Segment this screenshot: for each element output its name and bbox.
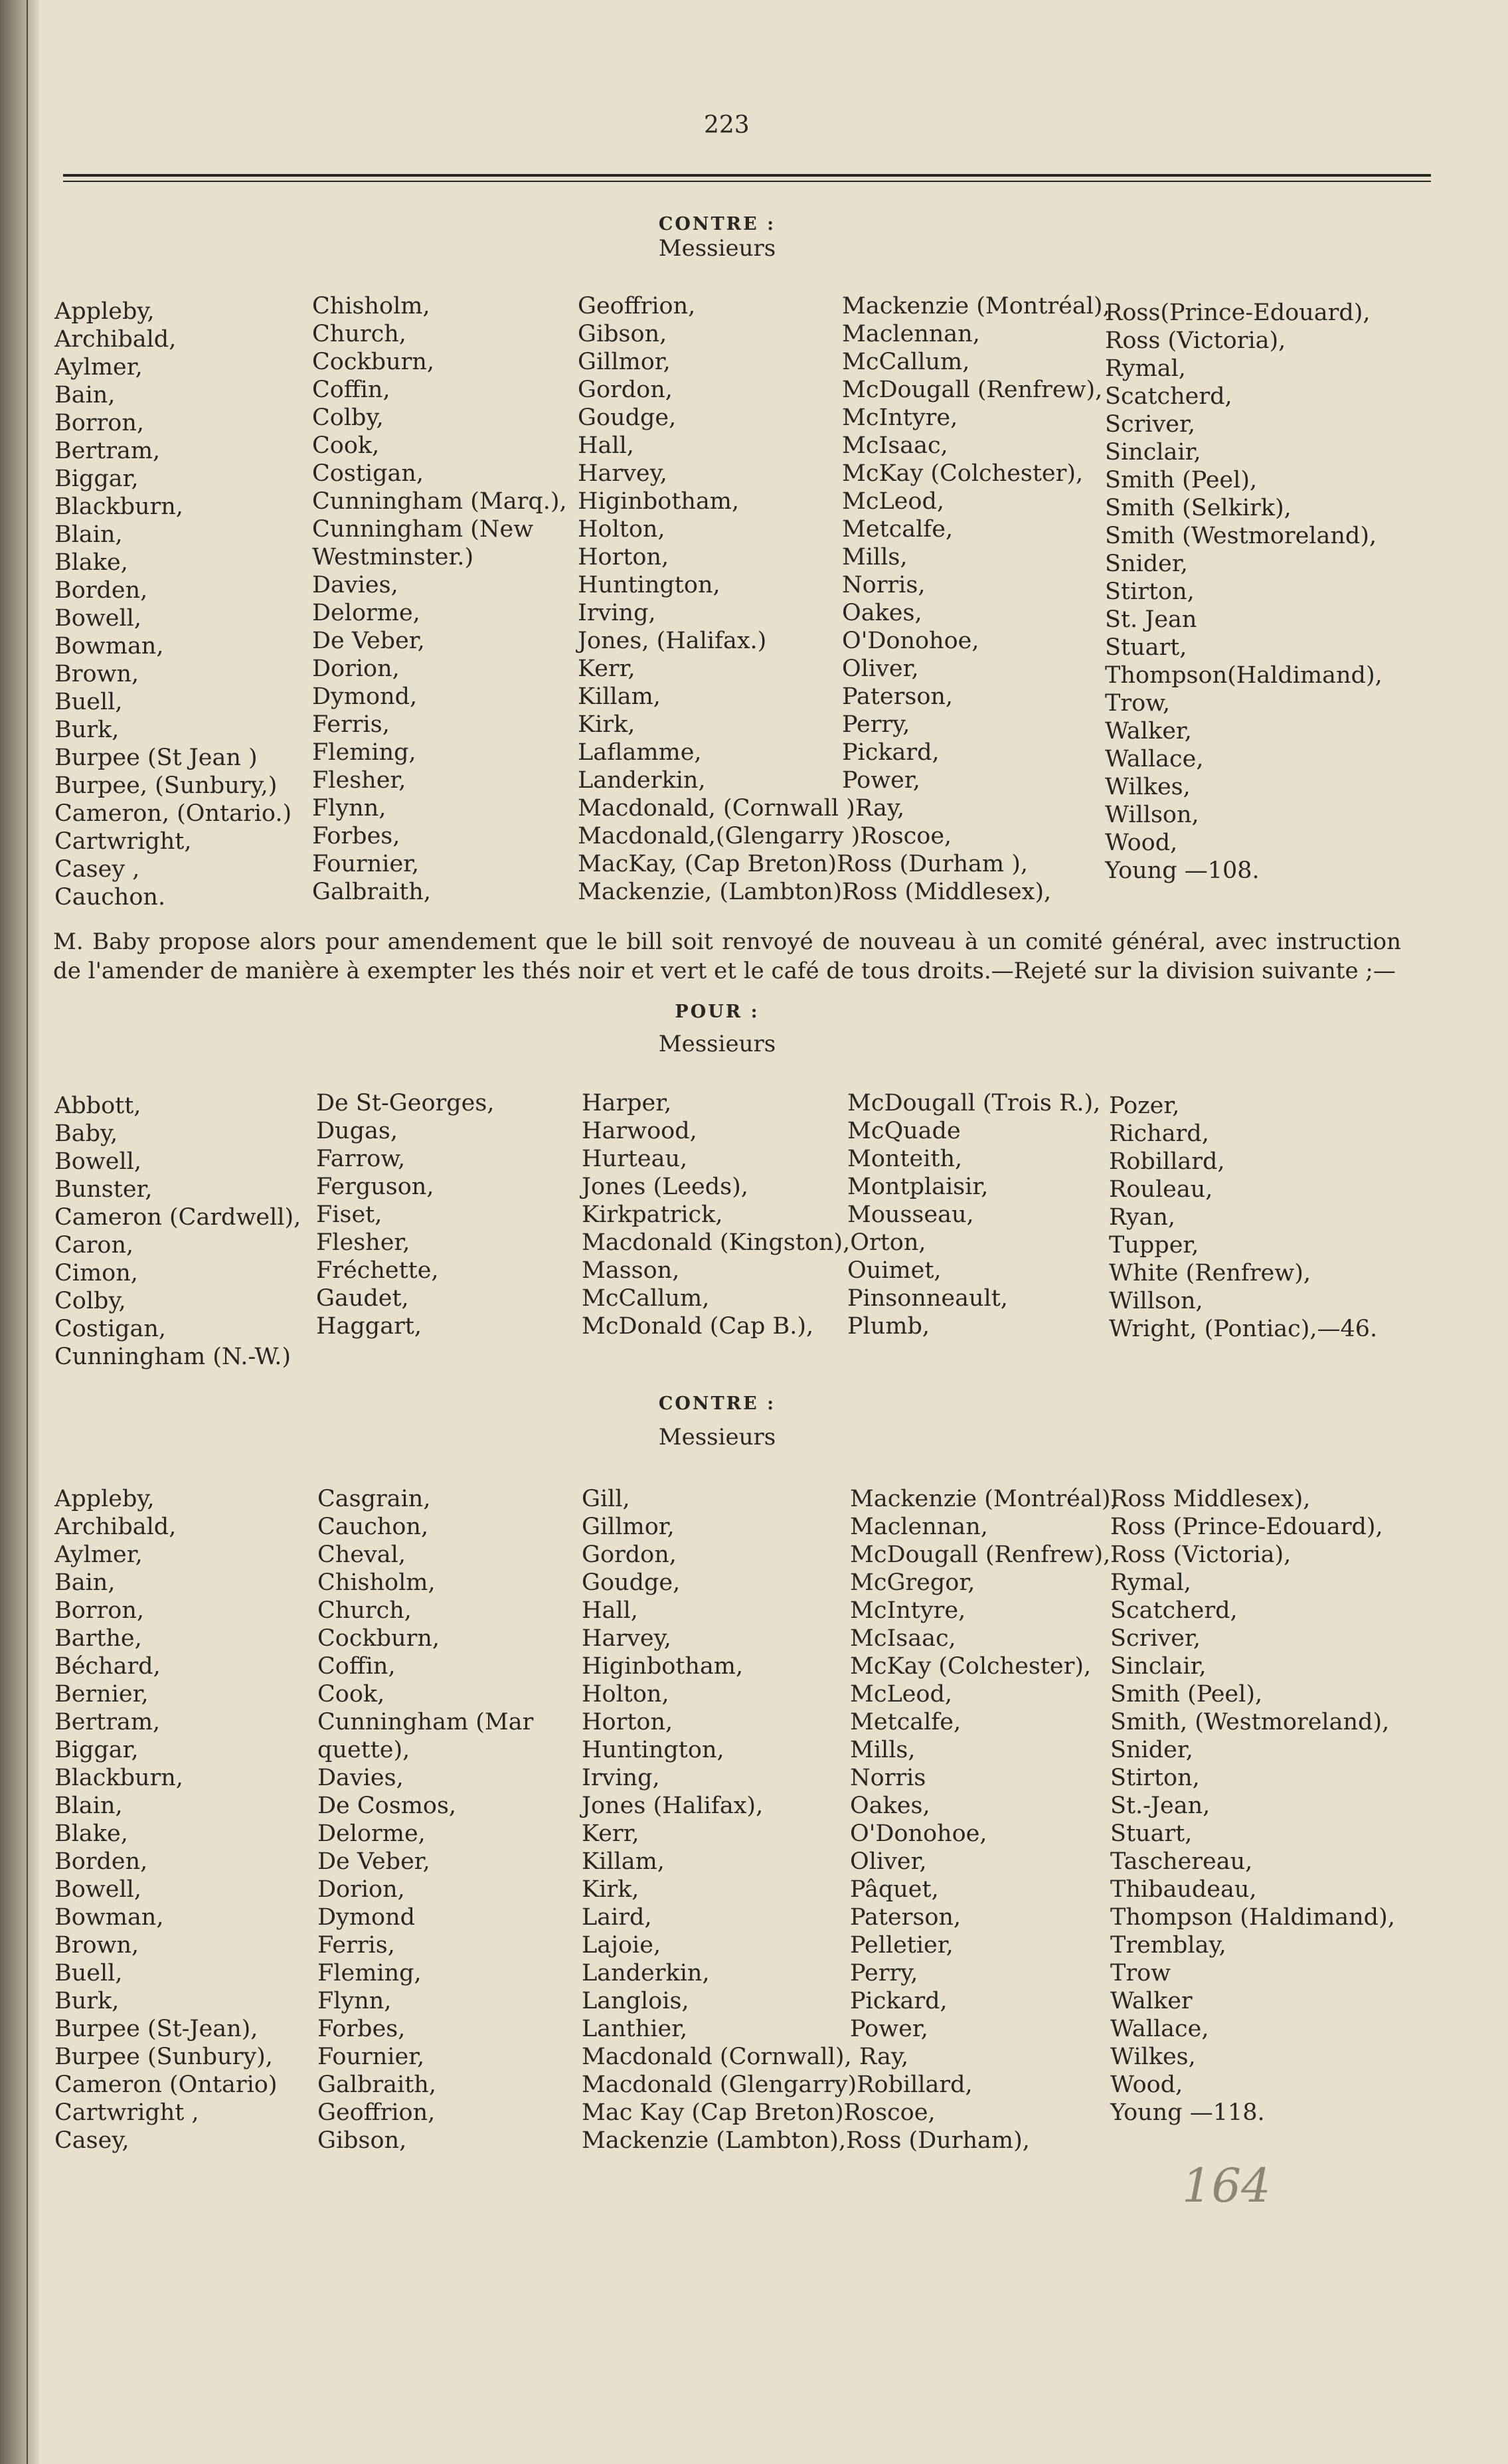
member-name: Blain, bbox=[54, 521, 123, 548]
member-name: Ouimet, bbox=[847, 1257, 942, 1284]
member-name: Trow bbox=[1110, 1960, 1171, 1986]
vote3-heading: CONTRE : bbox=[658, 1393, 776, 1414]
member-name: Tremblay, bbox=[1110, 1932, 1226, 1959]
member-name: McIsaac, bbox=[842, 432, 948, 459]
member-name: Pelletier, bbox=[850, 1932, 954, 1959]
member-name: Sinclair, bbox=[1110, 1653, 1207, 1680]
member-name: Wood, bbox=[1110, 2071, 1183, 2098]
member-name: Higinbotham, bbox=[582, 1653, 744, 1680]
member-name: Higinbotham, bbox=[578, 488, 740, 515]
member-name bbox=[847, 1229, 1100, 1257]
member-name: Masson, bbox=[582, 1257, 680, 1284]
member-name: Gill, bbox=[582, 1486, 630, 1512]
member-name: Cunningham (Marq.), bbox=[312, 488, 567, 515]
member-name: Costigan, bbox=[312, 460, 424, 487]
member-name: Blackburn, bbox=[54, 493, 183, 520]
member-name: McCallum, bbox=[842, 349, 970, 375]
member-name: Cameron, (Ontario.) bbox=[54, 800, 292, 827]
vote2-column bbox=[316, 1089, 494, 1340]
member-name: Paterson, bbox=[842, 683, 954, 710]
member-name: Gibson, bbox=[578, 321, 667, 347]
vote1-column bbox=[312, 292, 567, 906]
member-name: White (Renfrew), bbox=[1109, 1260, 1311, 1286]
member-name: Pickard, bbox=[850, 1988, 948, 2014]
motion-paragraph: M. Baby propose alors pour amendement que le bill soit renvoyé de nouveau à un comité général, avec instruction de l'amender de manière à exempter les thés noir et vert et le café de tous droits.—Rejeté sur la division suivante ;— bbox=[53, 928, 1401, 984]
member-name: Fleming, bbox=[317, 1960, 422, 1986]
member-name: Barthe, bbox=[54, 1625, 142, 1652]
member-name: Mackenzie (Montréal), bbox=[850, 1486, 1118, 1512]
member-name: Fleming, bbox=[312, 739, 416, 766]
member-name: Kirk, bbox=[578, 711, 635, 738]
member-name: Smith (Peel), bbox=[1105, 467, 1258, 493]
vote3-column bbox=[54, 1485, 278, 2155]
member-name: McQuade bbox=[847, 1118, 961, 1144]
member-name: Huntington, bbox=[578, 572, 720, 598]
member-name: Biggar, bbox=[54, 466, 139, 492]
member-name: Norris bbox=[850, 1765, 926, 1791]
member-name: Maclennan, bbox=[842, 321, 980, 347]
member-name: Taschereau, bbox=[1110, 1848, 1253, 1875]
member-name: Langlois, bbox=[582, 1988, 689, 2014]
member-name: Power, bbox=[850, 2016, 928, 2042]
member-name: Wallace, bbox=[1110, 2016, 1209, 2042]
member-name: Holton, bbox=[582, 1681, 669, 1708]
member-name: Macdonald (Kingston),Orton, bbox=[582, 1229, 926, 1256]
member-name: Ross (Prince-Edouard), bbox=[1110, 1514, 1383, 1540]
member-name: Costigan, bbox=[54, 1316, 167, 1342]
member-name: Archibald, bbox=[54, 326, 177, 353]
member-name: Aylmer, bbox=[54, 1541, 143, 1568]
member-name: Appleby, bbox=[54, 1486, 155, 1512]
member-name: Gordon, bbox=[582, 1541, 677, 1568]
member-name: Laflamme, bbox=[578, 739, 702, 766]
member-name: Blake, bbox=[54, 549, 128, 576]
member-name: Smith, (Westmoreland), bbox=[1110, 1709, 1390, 1735]
member-name: De Cosmos, bbox=[317, 1793, 457, 1819]
member-name: Walker, bbox=[1105, 718, 1192, 745]
member-name: Snider, bbox=[1110, 1737, 1193, 1763]
member-name: Snider, bbox=[1105, 551, 1188, 577]
member-name: Burk, bbox=[54, 717, 120, 743]
member-name: Killam, bbox=[578, 683, 661, 710]
member-name: Trow, bbox=[1105, 690, 1171, 717]
member-name: Blake, bbox=[54, 1820, 128, 1847]
member-name: Fréchette, bbox=[316, 1257, 439, 1284]
vote2-column bbox=[54, 1092, 301, 1371]
member-name: Harper, bbox=[582, 1090, 672, 1116]
vote2-heading: POUR : bbox=[675, 1002, 760, 1022]
member-name: Mousseau, bbox=[847, 1201, 974, 1228]
member-name: Scatcherd, bbox=[1105, 383, 1232, 410]
member-name: McLeod, bbox=[850, 1681, 952, 1708]
member-name: Horton, bbox=[578, 544, 669, 571]
member-name: Blain, bbox=[54, 1793, 123, 1819]
member-name: MacKay, (Cap Breton)Ross (Durham ), bbox=[578, 851, 1028, 877]
member-name: Stirton, bbox=[1110, 1765, 1200, 1791]
member-name: Jones, (Halifax.) bbox=[578, 628, 767, 654]
member-name: Monteith, bbox=[847, 1146, 963, 1172]
member-name: Power, bbox=[842, 767, 920, 794]
member-name: Montplaisir, bbox=[847, 1174, 989, 1200]
member-name: Bain, bbox=[54, 382, 116, 408]
member-name: Pozer, bbox=[1109, 1093, 1180, 1119]
member-name: Geoffrion, bbox=[578, 293, 696, 319]
member-name: Smith (Peel), bbox=[1110, 1681, 1263, 1708]
member-name: Cimon, bbox=[54, 1260, 138, 1286]
member-name: McDougall (Trois R.), bbox=[847, 1090, 1101, 1116]
member-name: Richard, bbox=[1109, 1120, 1209, 1147]
member-name: Borden, bbox=[54, 1848, 148, 1875]
member-name: Goudge, bbox=[578, 404, 677, 431]
member-name: Macdonald, (Cornwall )Ray, bbox=[578, 795, 905, 822]
member-name: Geoffrion, bbox=[317, 2099, 436, 2126]
member-name: Borron, bbox=[54, 410, 144, 436]
vote3-column bbox=[1110, 1485, 1395, 2127]
member-name: Landerkin, bbox=[582, 1960, 710, 1986]
member-name: Coffin, bbox=[312, 377, 390, 403]
member-name: Flynn, bbox=[312, 795, 386, 822]
member-name: Ryan, bbox=[1109, 1204, 1176, 1231]
member-name: Dorion, bbox=[317, 1876, 405, 1903]
member-name: McLeod, bbox=[842, 488, 944, 515]
member-name: Walker bbox=[1110, 1988, 1193, 2014]
member-name: Jones (Halifax), bbox=[582, 1793, 764, 1819]
member-name: Maclennan, bbox=[850, 1514, 988, 1540]
member-name: De St-Georges, bbox=[316, 1090, 495, 1116]
member-name: Burpee (Sunbury), bbox=[54, 2044, 273, 2070]
member-name: Cook, bbox=[317, 1681, 385, 1708]
member-name: Wood, bbox=[1105, 830, 1178, 856]
member-name: Landerkin, bbox=[578, 767, 706, 794]
member-name: Fournier, bbox=[317, 2044, 425, 2070]
member-name: quette), bbox=[317, 1737, 410, 1763]
member-name: Goudge, bbox=[582, 1569, 681, 1596]
member-name: Young —118. bbox=[1110, 2099, 1265, 2126]
member-name: McKay (Colchester), bbox=[850, 1653, 1092, 1680]
member-name: Westminster.) bbox=[312, 544, 474, 571]
member-name: Laird, bbox=[582, 1904, 652, 1931]
member-name: Baby, bbox=[54, 1120, 118, 1147]
member-name: Thompson (Haldimand), bbox=[1110, 1904, 1395, 1931]
member-name: Gaudet, bbox=[316, 1285, 409, 1312]
member-name: Oakes, bbox=[850, 1793, 930, 1819]
member-name: Perry, bbox=[850, 1960, 918, 1986]
member-name: Pickard, bbox=[842, 739, 940, 766]
member-name: Metcalfe, bbox=[842, 516, 954, 543]
member-name: McCallum, bbox=[582, 1285, 710, 1312]
vote2-column bbox=[1109, 1092, 1377, 1343]
member-name: Macdonald,(Glengarry )Roscoe, bbox=[578, 823, 952, 849]
member-name: Archibald, bbox=[54, 1514, 177, 1540]
member-name: McIsaac, bbox=[850, 1625, 956, 1652]
member-name: Pâquet, bbox=[850, 1876, 939, 1903]
member-name: Ross(Prince-Edouard), bbox=[1105, 300, 1371, 326]
member-name: Haggart, bbox=[316, 1313, 422, 1340]
member-name: Bowman, bbox=[54, 1904, 164, 1931]
member-name: Ferris, bbox=[317, 1932, 395, 1959]
member-name: Macdonald (Cornwall), Ray, bbox=[582, 2044, 909, 2070]
book-binding bbox=[0, 0, 39, 2464]
member-name: Cameron (Ontario) bbox=[54, 2071, 278, 2098]
member-name: Chisholm, bbox=[317, 1569, 436, 1596]
member-name: McDougall (Renfrew), bbox=[842, 377, 1103, 403]
member-name: Metcalfe, bbox=[850, 1709, 962, 1735]
member-name: Delorme, bbox=[317, 1820, 426, 1847]
member-name: Killam, bbox=[582, 1848, 665, 1875]
member-name: Dymond bbox=[317, 1904, 416, 1931]
member-name: McGregor, bbox=[850, 1569, 975, 1596]
member-name: Cartwright, bbox=[54, 828, 192, 855]
member-name: Paterson, bbox=[850, 1904, 962, 1931]
member-name: Blackburn, bbox=[54, 1765, 183, 1791]
member-name: Cunningham (N.-W.) bbox=[54, 1344, 291, 1370]
member-name: Hall, bbox=[578, 432, 634, 459]
member-name: Kirk, bbox=[582, 1876, 639, 1903]
member-name: Plumb, bbox=[847, 1313, 930, 1340]
header-rule-bottom bbox=[63, 181, 1431, 182]
member-name: Kerr, bbox=[582, 1820, 639, 1847]
member-name: Cameron (Cardwell), bbox=[54, 1204, 301, 1231]
member-name: Huntington, bbox=[582, 1737, 724, 1763]
member-name: Tupper, bbox=[1109, 1232, 1199, 1259]
member-name: Galbraith, bbox=[312, 879, 431, 905]
member-name: McDougall (Renfrew), bbox=[850, 1541, 1111, 1568]
member-name: Stuart, bbox=[1105, 634, 1187, 661]
member-name: Cockburn, bbox=[312, 349, 435, 375]
member-name: Perry, bbox=[842, 711, 910, 738]
member-name: Scriver, bbox=[1110, 1625, 1201, 1652]
member-name: Casgrain, bbox=[317, 1486, 431, 1512]
member-name: Macdonald (Glengarry)Robillard, bbox=[582, 2071, 973, 2098]
member-name: McIntyre, bbox=[850, 1597, 966, 1624]
vote1-column bbox=[54, 298, 292, 911]
vote2-column bbox=[847, 1089, 1100, 1340]
member-name: Flesher, bbox=[316, 1229, 410, 1256]
member-name: Holton, bbox=[578, 516, 665, 543]
member-name: Galbraith, bbox=[317, 2071, 436, 2098]
member-name: Fiset, bbox=[316, 1201, 382, 1228]
member-name: Dorion, bbox=[312, 656, 400, 682]
member-name: Willson, bbox=[1109, 1288, 1203, 1314]
member-name: Irving, bbox=[582, 1765, 660, 1791]
member-name: Flesher, bbox=[312, 767, 406, 794]
vote1-column bbox=[842, 292, 1110, 794]
member-name: Buell, bbox=[54, 1960, 123, 1986]
member-name: Cockburn, bbox=[317, 1625, 440, 1652]
member-name: Ferris, bbox=[312, 711, 390, 738]
member-name: Cheval, bbox=[317, 1541, 406, 1568]
member-name: Kerr, bbox=[578, 656, 635, 682]
member-name: Coffin, bbox=[317, 1653, 396, 1680]
member-name: Caron, bbox=[54, 1232, 134, 1259]
member-name: Burpee (St-Jean), bbox=[54, 2016, 258, 2042]
pencil-annotation: 164 bbox=[1182, 2158, 1271, 2213]
member-name: Sinclair, bbox=[1105, 439, 1201, 466]
member-name: Irving, bbox=[578, 600, 656, 626]
member-name: Bowell, bbox=[54, 1148, 141, 1175]
member-name: De Veber, bbox=[317, 1848, 430, 1875]
member-name: Chisholm, bbox=[312, 293, 430, 319]
member-name: Dugas, bbox=[316, 1118, 398, 1144]
member-name: Buell, bbox=[54, 689, 123, 715]
member-name: Oakes, bbox=[842, 600, 922, 626]
member-name: Lajoie, bbox=[582, 1932, 661, 1959]
member-name: Casey , bbox=[54, 856, 140, 883]
vote3-column bbox=[317, 1485, 533, 2155]
member-name: Hall, bbox=[582, 1597, 638, 1624]
member-name: Rouleau, bbox=[1109, 1176, 1213, 1203]
member-name: Robillard, bbox=[1109, 1148, 1225, 1175]
member-name: Jones (Leeds), bbox=[582, 1174, 748, 1200]
member-name: Ross (Victoria), bbox=[1110, 1541, 1292, 1568]
member-name: Cauchon. bbox=[54, 884, 166, 911]
member-name: Wright, (Pontiac),—46. bbox=[1109, 1316, 1378, 1342]
member-name: St.-Jean, bbox=[1110, 1793, 1211, 1819]
member-name: Cartwright , bbox=[54, 2099, 199, 2126]
member-name: Colby, bbox=[312, 404, 384, 431]
member-name: Norris, bbox=[842, 572, 926, 598]
member-name: Cunningham (New bbox=[312, 516, 534, 543]
member-name: Gibson, bbox=[317, 2127, 407, 2154]
member-name: Mills, bbox=[842, 544, 908, 571]
member-name: Gordon, bbox=[578, 377, 673, 403]
member-name: Church, bbox=[317, 1597, 412, 1624]
member-name: O'Donohoe, bbox=[842, 628, 979, 654]
member-name: Wilkes, bbox=[1110, 2044, 1196, 2070]
member-name: Oliver, bbox=[842, 656, 919, 682]
member-name: Mackenzie, (Lambton)Ross (Middlesex), bbox=[578, 879, 1052, 905]
member-name: Mackenzie (Montréal), bbox=[842, 293, 1110, 319]
member-name: McIntyre, bbox=[842, 404, 958, 431]
member-name: Bowman, bbox=[54, 633, 164, 660]
member-name: Casey, bbox=[54, 2127, 129, 2154]
member-name: Flynn, bbox=[317, 1988, 392, 2014]
member-name: Farrow, bbox=[316, 1146, 406, 1172]
member-name: Harvey, bbox=[578, 460, 667, 487]
member-name: Bowell, bbox=[54, 1876, 141, 1903]
member-name: Burpee, (Sunbury,) bbox=[54, 772, 278, 799]
member-name: Thibaudeau, bbox=[1110, 1876, 1257, 1903]
member-name: Wallace, bbox=[1105, 746, 1204, 772]
member-name: Brown, bbox=[54, 1932, 139, 1959]
member-name: Appleby, bbox=[54, 298, 155, 325]
member-name: Forbes, bbox=[317, 2016, 406, 2042]
member-name: Dymond, bbox=[312, 683, 418, 710]
member-name: Biggar, bbox=[54, 1737, 139, 1763]
member-name: Bunster, bbox=[54, 1176, 153, 1203]
vote2-subheading: Messieurs bbox=[658, 1031, 776, 1057]
member-name: Wilkes, bbox=[1105, 774, 1191, 800]
member-name: Abbott, bbox=[54, 1093, 141, 1119]
member-name: Horton, bbox=[582, 1709, 673, 1735]
member-name: Davies, bbox=[317, 1765, 404, 1791]
member-name: Brown, bbox=[54, 661, 139, 687]
member-name: Bain, bbox=[54, 1569, 116, 1596]
member-name: Bernier, bbox=[54, 1681, 149, 1708]
member-name: Ross Middlesex), bbox=[1110, 1486, 1311, 1512]
member-name: Kirkpatrick, bbox=[582, 1201, 723, 1228]
vote3-subheading: Messieurs bbox=[658, 1424, 776, 1451]
member-name: Rymal, bbox=[1105, 355, 1186, 382]
member-name: Burk, bbox=[54, 1988, 120, 2014]
member-name: Pinsonneault, bbox=[847, 1285, 1008, 1312]
member-name: Borron, bbox=[54, 1597, 144, 1624]
member-name: Aylmer, bbox=[54, 354, 143, 381]
member-name: Stuart, bbox=[1110, 1820, 1193, 1847]
member-name: Gillmor, bbox=[578, 349, 671, 375]
member-name: Mills, bbox=[850, 1737, 916, 1763]
member-name: Willson, bbox=[1105, 802, 1199, 828]
vote1-subheading: Messieurs bbox=[658, 235, 776, 262]
member-name: Young —108. bbox=[1105, 857, 1260, 884]
member-name: Davies, bbox=[312, 572, 398, 598]
binding-edge bbox=[27, 0, 28, 2464]
member-name: Fournier, bbox=[312, 851, 420, 877]
member-name: Stirton, bbox=[1105, 578, 1195, 605]
member-name: Harvey, bbox=[582, 1625, 671, 1652]
member-name: Gillmor, bbox=[582, 1514, 675, 1540]
vote1-column bbox=[1105, 299, 1382, 885]
member-name: Colby, bbox=[54, 1288, 126, 1314]
member-name: Rymal, bbox=[1110, 1569, 1191, 1596]
member-name: O'Donohoe, bbox=[850, 1820, 987, 1847]
member-name: Church, bbox=[312, 321, 406, 347]
member-name: Béchard, bbox=[54, 1653, 161, 1680]
member-name: Bertram, bbox=[54, 438, 161, 464]
member-name: De Veber, bbox=[312, 628, 425, 654]
member-name: Cauchon, bbox=[317, 1514, 429, 1540]
member-name: Smith (Selkirk), bbox=[1105, 495, 1292, 521]
header-rule-top bbox=[63, 174, 1431, 177]
member-name: Cook, bbox=[312, 432, 380, 459]
member-name: Forbes, bbox=[312, 823, 400, 849]
member-name: McKay (Colchester), bbox=[842, 460, 1084, 487]
member-name: Burpee (St Jean ) bbox=[54, 745, 258, 771]
member-name: Mackenzie (Lambton),Ross (Durham), bbox=[582, 2127, 1030, 2154]
member-name: Thompson(Haldimand), bbox=[1105, 662, 1382, 689]
member-name: Delorme, bbox=[312, 600, 420, 626]
page-number: 223 bbox=[704, 112, 750, 139]
vote3-column bbox=[850, 1485, 1118, 2043]
member-name: Mac Kay (Cap Breton)Roscoe, bbox=[582, 2099, 936, 2126]
member-name: Bertram, bbox=[54, 1709, 161, 1735]
member-name: Borden, bbox=[54, 577, 148, 604]
member-name: Scriver, bbox=[1105, 411, 1196, 438]
vote1-heading: CONTRE : bbox=[658, 214, 776, 234]
member-name: Scatcherd, bbox=[1110, 1597, 1238, 1624]
member-name: Ross (Victoria), bbox=[1105, 327, 1286, 354]
member-name: Hurteau, bbox=[582, 1146, 688, 1172]
member-name: Oliver, bbox=[850, 1848, 927, 1875]
member-name: Bowell, bbox=[54, 605, 141, 632]
member-name: McDonald (Cap B.), bbox=[582, 1313, 814, 1340]
member-name: Lanthier, bbox=[582, 2016, 688, 2042]
member-name: Cunningham (Mar bbox=[317, 1709, 534, 1735]
member-name: St. Jean bbox=[1105, 606, 1197, 633]
member-name: Harwood, bbox=[582, 1118, 697, 1144]
member-name: Smith (Westmoreland), bbox=[1105, 523, 1377, 549]
member-name: Ferguson, bbox=[316, 1174, 434, 1200]
